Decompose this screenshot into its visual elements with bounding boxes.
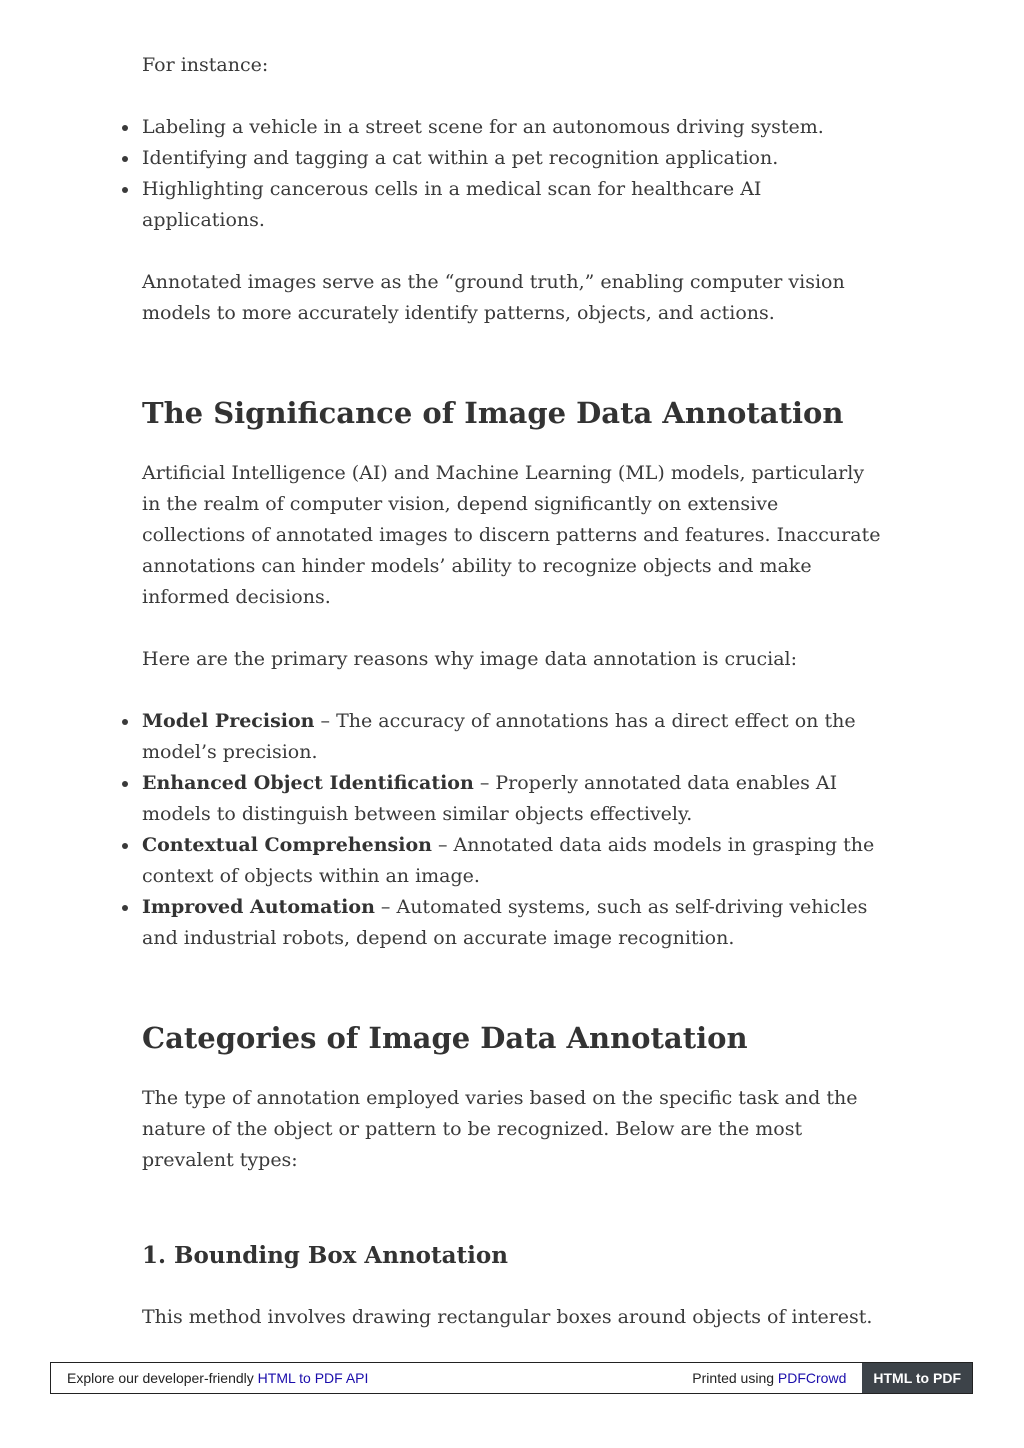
- reasons-list: [142, 706, 887, 954]
- bounding-box-heading: 1. Bounding Box Annotation: [142, 1242, 508, 1269]
- reason-text: – Annotated data aids models in grasping the context of objects within an image.: [142, 834, 875, 887]
- list-item: [142, 768, 887, 830]
- significance-heading: The Significance of Image Data Annotation: [142, 396, 844, 430]
- list-item: [142, 830, 887, 892]
- pdfcrowd-link[interactable]: PDFCrowd: [777, 1370, 847, 1386]
- reason-text: – Automated systems, such as self-driving vehicles and industrial robots, depend on accurate image recognition.: [142, 896, 868, 949]
- footer-printed: [692, 1370, 862, 1386]
- significance-paragraph: Artificial Intelligence (AI) and Machine Learning (ML) models, particularly in the realm of computer vision, depend significantly on extensive collections of annotated images to discern patterns and features. Inaccurate annotations can hinder models’ ability to recognize objects and make informed decisions.: [142, 462, 881, 608]
- reason-text: – The accuracy of annotations has a direct effect on the model’s precision.: [142, 710, 856, 763]
- reasons-lead: Here are the primary reasons why image data annotation is crucial:: [142, 648, 798, 670]
- reason-term: Improved Automation: [142, 896, 375, 918]
- categories-heading: Categories of Image Data Annotation: [142, 1021, 748, 1055]
- list-item: Highlighting cancerous cells in a medical scan for healthcare AI applications.: [142, 174, 887, 236]
- categories-paragraph: The type of annotation employed varies based on the specific task and the nature of the object or pattern to be recognized. Below are the most prevalent types:: [142, 1087, 858, 1171]
- list-item: Labeling a vehicle in a street scene for an autonomous driving system.: [142, 112, 887, 143]
- example-list: [142, 112, 887, 236]
- intro-summary: Annotated images serve as the “ground truth,” enabling computer vision models to more accurately identify patterns, objects, and actions.: [142, 271, 845, 324]
- bounding-box-paragraph: This method involves drawing rectangular boxes around objects of interest.: [142, 1306, 873, 1328]
- reason-text: – Properly annotated data enables AI models to distinguish between similar objects effectively.: [142, 772, 838, 825]
- html-to-pdf-api-link[interactable]: HTML to PDF API: [257, 1370, 369, 1386]
- html-to-pdf-badge[interactable]: HTML to PDF: [862, 1363, 972, 1393]
- pdf-footer-bar: [50, 1362, 973, 1394]
- reason-term: Contextual Comprehension: [142, 834, 432, 856]
- footer-explore: [51, 1370, 692, 1386]
- list-item: [142, 706, 887, 768]
- footer-explore-text: Explore our developer-friendly: [67, 1370, 258, 1386]
- reason-term: Enhanced Object Identification: [142, 772, 474, 794]
- footer-printed-text: Printed using: [692, 1370, 778, 1386]
- intro-lead: For instance:: [142, 54, 269, 76]
- list-item: [142, 892, 887, 954]
- article-content: [142, 50, 887, 1333]
- reason-term: Model Precision: [142, 710, 315, 732]
- list-item: Identifying and tagging a cat within a pet recognition application.: [142, 143, 887, 174]
